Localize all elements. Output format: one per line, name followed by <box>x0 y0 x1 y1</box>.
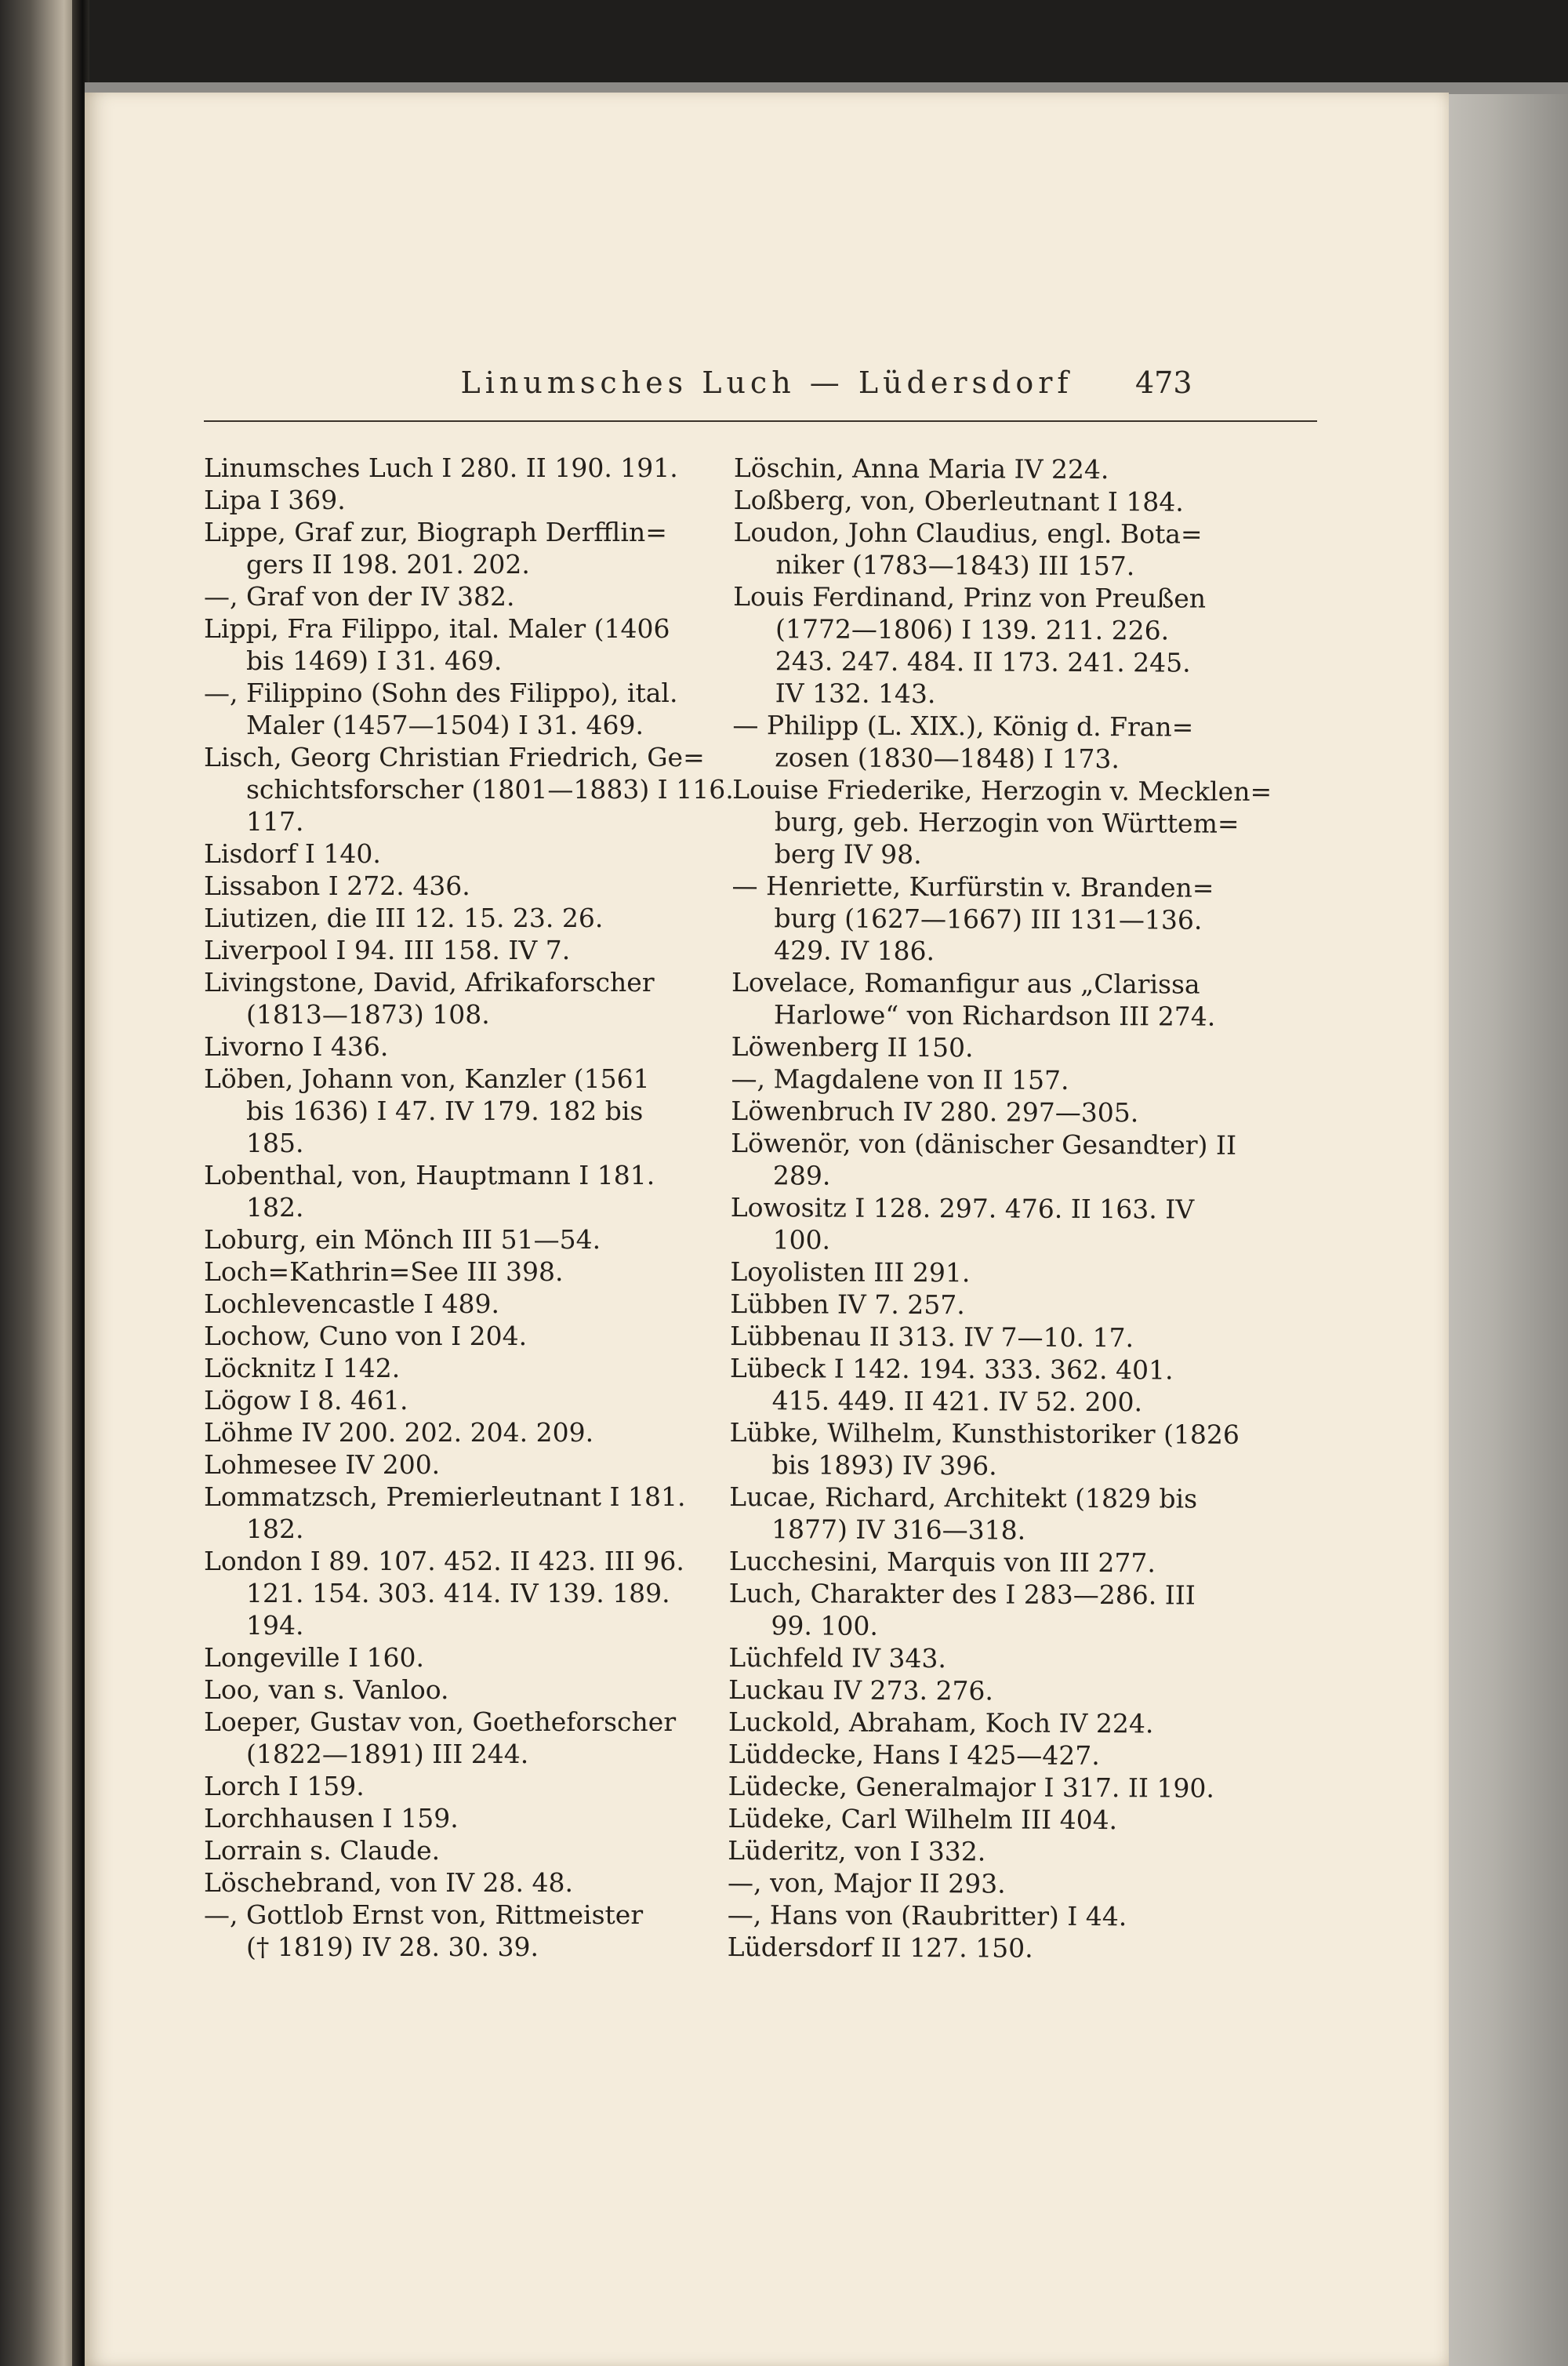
index-entry <box>728 1738 1246 1772</box>
index-entry-headline: —, Graf von der IV 382. <box>204 581 515 612</box>
index-entry <box>729 1416 1247 1483</box>
index-entry <box>204 1416 706 1448</box>
index-entry <box>731 870 1250 969</box>
index-entry-headline: Loo, van s. Vanloo. <box>204 1674 449 1705</box>
index-entry-continuation: 194. <box>246 1610 304 1641</box>
index-entry <box>731 1127 1248 1194</box>
index-entry-headline: Livorno I 436. <box>204 1031 389 1062</box>
index-entry <box>728 1899 1245 1933</box>
index-entry <box>204 1866 706 1899</box>
index-entry-continuation: 289. <box>772 1160 831 1191</box>
running-head: Linumsches Luch — Lüdersdorf <box>460 365 1073 400</box>
index-entry-headline: Lüderitz, von I 332. <box>728 1834 986 1867</box>
index-entry-continuation: (1813—1873) 108. <box>246 999 490 1030</box>
index-entry <box>732 773 1272 872</box>
index-entry <box>204 516 706 580</box>
index-entry <box>204 838 706 870</box>
index-entry-headline: Louise Friederike, Herzogin v. Mecklen= <box>732 773 1272 807</box>
index-entry <box>734 484 1251 518</box>
index-entry-continuation: burg, geb. Herzogin von Württem= <box>774 806 1240 839</box>
index-entry-headline: Lübeck I 142. 194. 333. 362. 401. <box>729 1352 1174 1386</box>
index-entry-continuation: (1822—1891) III 244. <box>246 1739 529 1769</box>
index-entry <box>730 1352 1247 1419</box>
header-rule <box>204 420 1317 422</box>
index-entry-headline: Lorch I 159. <box>204 1771 365 1801</box>
index-entry <box>204 1063 706 1159</box>
index-entry <box>733 516 1250 583</box>
index-entry-continuation: 117. <box>246 806 304 837</box>
index-entry-headline: Lucae, Richard, Architekt (1829 bis <box>729 1481 1198 1514</box>
index-entry <box>728 1577 1246 1644</box>
index-entry-headline: Lochow, Cuno von I 204. <box>204 1321 528 1351</box>
index-entry <box>730 1320 1247 1354</box>
index-entry-headline: Livingstone, David, Afrikaforscher <box>204 967 655 998</box>
index-entry-headline: Liutizen, die III 12. 15. 23. 26. <box>204 903 604 933</box>
index-entry <box>204 580 706 612</box>
index-entry-headline: — Philipp (L. XIX.), König d. Fran= <box>732 709 1194 743</box>
index-entry-continuation: zosen (1830—1848) I 173. <box>775 742 1120 775</box>
index-entry-continuation: bis 1636) I 47. IV 179. 182 bis <box>246 1096 644 1126</box>
index-entry-headline: Lüchfeld IV 343. <box>728 1641 947 1674</box>
index-entry <box>204 870 706 902</box>
index-entry-continuation: schichtsforscher (1801—1883) I 116. <box>246 774 734 805</box>
index-entry-headline: Loyolisten III 291. <box>730 1256 971 1288</box>
index-entry-continuation: 243. 247. 484. II 173. 241. 245. <box>775 645 1191 678</box>
index-entry-headline: Löschin, Anna Maria IV 224. <box>733 452 1109 485</box>
index-entry-continuation: 415. 449. II 421. IV 52. 200. <box>771 1385 1143 1418</box>
index-entry <box>734 452 1251 486</box>
index-entry-headline: Lübben IV 7. 257. <box>730 1288 965 1321</box>
index-entry <box>204 1641 706 1674</box>
index-entry <box>204 1159 706 1223</box>
index-entry-headline: Löwenberg II 150. <box>731 1030 974 1063</box>
index-entry-continuation: berg IV 98. <box>774 838 922 870</box>
index-entry <box>204 1706 706 1770</box>
facing-page-edge <box>0 0 75 2366</box>
index-entry <box>204 1320 706 1352</box>
index-entry-headline: Luckold, Abraham, Koch IV 224. <box>728 1706 1154 1739</box>
index-entry-continuation: bis 1469) I 31. 469. <box>246 645 503 676</box>
index-entry <box>204 1352 706 1384</box>
index-entry-headline: —, Magdalene von II 157. <box>731 1063 1069 1096</box>
index-entry <box>731 1095 1248 1129</box>
index-entry-headline: Lüddecke, Hans I 425—427. <box>728 1738 1100 1772</box>
index-entry-headline: Liverpool I 94. III 158. IV 7. <box>204 935 571 965</box>
index-entry <box>204 966 706 1030</box>
index-entry <box>732 709 1250 776</box>
index-entry-headline: Lissabon I 272. 436. <box>204 870 470 901</box>
index-entry-headline: Loßberg, von, Oberleutnant I 184. <box>733 484 1184 518</box>
index-entry-headline: —, Gottlob Ernst von, Rittmeister <box>204 1899 644 1930</box>
index-entry-headline: Löcknitz I 142. <box>204 1353 401 1383</box>
index-entry-headline: —, Hans von (Raubritter) I 44. <box>727 1899 1127 1932</box>
index-entry-continuation: burg (1627—1667) III 131—136. <box>774 903 1203 936</box>
index-column-right <box>727 452 1272 1965</box>
index-entry <box>729 1545 1247 1579</box>
index-entry-headline: Lüdersdorf II 127. 150. <box>727 1931 1033 1964</box>
page-header <box>85 365 1449 413</box>
index-entry <box>204 1770 706 1802</box>
index-entry-continuation: 185. <box>246 1128 304 1158</box>
index-entry-headline: Linumsches Luch I 280. II 190. 191. <box>204 452 678 483</box>
index-entry-headline: Longeville I 160. <box>204 1642 425 1673</box>
index-column-left <box>204 452 734 1963</box>
index-entry-headline: Lohmesee IV 200. <box>204 1449 441 1480</box>
index-entry-continuation: 99. 100. <box>771 1610 879 1641</box>
index-entry-continuation: Maler (1457—1504) I 31. 469. <box>246 710 644 740</box>
index-entry <box>731 966 1249 1033</box>
index-entry <box>730 1256 1247 1290</box>
index-entry-continuation: († 1819) IV 28. 30. 39. <box>246 1932 539 1962</box>
page-number: 473 <box>1135 365 1192 400</box>
index-page <box>85 93 1449 2366</box>
index-entry-headline: Lorrain s. Claude. <box>204 1835 441 1866</box>
index-entry <box>731 1030 1249 1065</box>
index-entry-headline: Lübbenau II 313. IV 7—10. 17. <box>729 1320 1134 1354</box>
index-entry <box>204 902 706 934</box>
index-entry <box>204 1545 706 1641</box>
index-entry-headline: Luckau IV 273. 276. <box>728 1674 994 1706</box>
index-entry <box>204 1384 706 1416</box>
index-entry-headline: Löwenör, von (dänischer Gesandter) II <box>731 1127 1237 1161</box>
index-entry-headline: Lipa I 369. <box>204 485 346 515</box>
index-entry-headline: Löwenbruch IV 280. 297—305. <box>731 1095 1139 1128</box>
index-entry <box>728 1834 1245 1869</box>
index-entry-headline: London I 89. 107. 452. II 423. III 96. <box>204 1546 684 1576</box>
index-entry-headline: Lovelace, Romanfigur aus „Clarissa <box>731 966 1200 1000</box>
index-entry <box>733 580 1251 711</box>
index-entry-headline: Loeper, Gustav von, Goetheforscher <box>204 1706 677 1737</box>
index-entry-headline: Löben, Johann von, Kanzler (1561 <box>204 1063 650 1094</box>
index-entry <box>204 1288 706 1320</box>
index-entry <box>731 1063 1248 1097</box>
index-entry-continuation: bis 1893) IV 396. <box>771 1449 997 1481</box>
index-entry <box>204 1256 706 1288</box>
index-entry <box>204 1674 706 1706</box>
index-entry-continuation: 429. IV 186. <box>774 935 935 967</box>
index-entry <box>728 1866 1245 1901</box>
index-entry-headline: —, von, Major II 293. <box>727 1866 1006 1899</box>
index-entry <box>728 1641 1246 1676</box>
index-entry-continuation: 182. <box>246 1514 304 1544</box>
index-entry-headline: Lippi, Fra Filippo, ital. Maler (1406 <box>204 613 670 644</box>
index-entry-headline: Lippe, Graf zur, Biograph Derfflin= <box>204 517 667 547</box>
index-entry <box>728 1802 1245 1837</box>
index-entry <box>204 452 706 484</box>
index-entry-headline: Löschebrand, von IV 28. 48. <box>204 1867 573 1898</box>
index-entry-headline: Lüdeke, Carl Wilhelm III 404. <box>728 1802 1118 1836</box>
index-entry-continuation: 121. 154. 303. 414. IV 139. 189. <box>246 1578 670 1608</box>
index-entry <box>204 1481 706 1545</box>
index-entry-headline: Lisdorf I 140. <box>204 838 381 869</box>
index-entry-headline: Löhme IV 200. 202. 204. 209. <box>204 1417 594 1448</box>
index-entry-headline: — Henriette, Kurfürstin v. Branden= <box>731 870 1214 903</box>
index-entry <box>728 1706 1246 1740</box>
index-entry-headline: Lochlevencastle I 489. <box>204 1288 499 1319</box>
index-entry <box>204 934 706 966</box>
index-entry-headline: Louis Ferdinand, Prinz von Preußen <box>733 580 1207 614</box>
index-entry <box>204 484 706 516</box>
index-entry <box>728 1770 1245 1804</box>
index-entry-continuation: (1772—1806) I 139. 211. 226. <box>775 613 1170 646</box>
index-entry <box>204 612 706 677</box>
index-entry <box>204 1223 706 1256</box>
index-entry-continuation: 100. <box>772 1224 831 1256</box>
index-entry-headline: Lowositz I 128. 297. 476. II 163. IV <box>730 1191 1195 1225</box>
index-entry <box>204 1030 706 1063</box>
index-entry <box>728 1674 1246 1708</box>
index-entry-continuation: 1877) IV 316—318. <box>771 1514 1026 1546</box>
index-entry <box>731 1191 1248 1258</box>
index-entry <box>204 741 734 838</box>
index-entry-continuation: 182. <box>246 1192 304 1223</box>
index-entry <box>204 1802 706 1834</box>
index-entry <box>729 1481 1247 1547</box>
index-entry <box>204 1899 706 1963</box>
index-entry-headline: Luch, Charakter des I 283—286. III <box>728 1577 1196 1611</box>
index-entry <box>204 1834 706 1866</box>
index-entry-continuation: niker (1783—1843) III 157. <box>775 549 1135 582</box>
index-entry-headline: Lorchhausen I 159. <box>204 1803 459 1834</box>
index-entry-headline: Loudon, John Claudius, engl. Bota= <box>733 516 1203 550</box>
index-entry-headline: Lisch, Georg Christian Friedrich, Ge= <box>204 742 705 772</box>
index-entry <box>728 1931 1245 1965</box>
index-entry <box>204 677 706 741</box>
index-entry-headline: Loch=Kathrin=See III 398. <box>204 1256 564 1287</box>
index-entry-continuation: gers II 198. 201. 202. <box>246 549 530 580</box>
index-entry-headline: Lucchesini, Marquis von III 277. <box>728 1545 1156 1579</box>
index-entry-headline: Lüdecke, Generalmajor I 317. II 190. <box>728 1770 1215 1804</box>
index-entry-headline: Lübke, Wilhelm, Kunsthistoriker (1826 <box>729 1416 1240 1450</box>
index-entry <box>204 1448 706 1481</box>
index-entry-headline: —, Filippino (Sohn des Filippo), ital. <box>204 678 678 708</box>
index-entry-continuation: Harlowe“ von Richardson III 274. <box>773 999 1216 1032</box>
index-entry-continuation: IV 132. 143. <box>775 678 936 710</box>
index-entry-headline: Lommatzsch, Premierleutnant I 181. <box>204 1481 686 1512</box>
index-entry-headline: Loburg, ein Mönch III 51—54. <box>204 1224 601 1255</box>
index-entry-headline: Lobenthal, von, Hauptmann I 181. <box>204 1160 655 1190</box>
index-entry-headline: Lögow I 8. 461. <box>204 1385 408 1416</box>
index-entry <box>730 1288 1247 1322</box>
